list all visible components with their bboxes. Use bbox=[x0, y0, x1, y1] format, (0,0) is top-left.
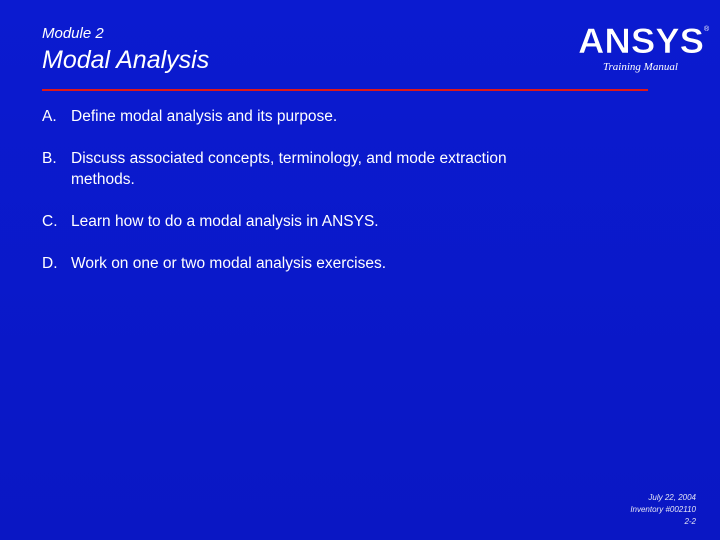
slide-title: Modal Analysis bbox=[42, 46, 210, 74]
header-divider bbox=[42, 89, 648, 91]
item-text: Learn how to do a modal analysis in ANSYS. bbox=[71, 213, 379, 230]
list-item bbox=[42, 211, 662, 232]
footer-inventory: Inventory #002110 bbox=[630, 505, 696, 514]
item-text: Work on one or two modal analysis exercises. bbox=[71, 255, 387, 272]
registered-mark: ® bbox=[704, 26, 710, 33]
objectives-list bbox=[42, 106, 662, 295]
item-letter: A. bbox=[42, 108, 57, 125]
footer-page-number: 2-2 bbox=[684, 517, 696, 526]
ansys-logo-graphic bbox=[578, 22, 710, 58]
module-label: Module 2 bbox=[42, 25, 104, 42]
list-item bbox=[42, 253, 662, 274]
item-letter: D. bbox=[42, 255, 58, 272]
item-text: Discuss associated concepts, terminology, and mode extraction bbox=[71, 150, 507, 167]
training-manual-label: Training Manual bbox=[603, 61, 678, 73]
ansys-logo bbox=[578, 22, 710, 58]
slide-footer bbox=[630, 492, 696, 528]
item-text-continuation: methods. bbox=[71, 171, 135, 188]
list-item bbox=[42, 148, 662, 190]
footer-date: July 22, 2004 bbox=[648, 493, 696, 502]
item-letter: C. bbox=[42, 213, 58, 230]
logo-wordmark: ANSYS bbox=[578, 22, 704, 58]
list-item bbox=[42, 106, 662, 127]
item-text: Define modal analysis and its purpose. bbox=[71, 108, 338, 125]
item-letter: B. bbox=[42, 150, 57, 167]
